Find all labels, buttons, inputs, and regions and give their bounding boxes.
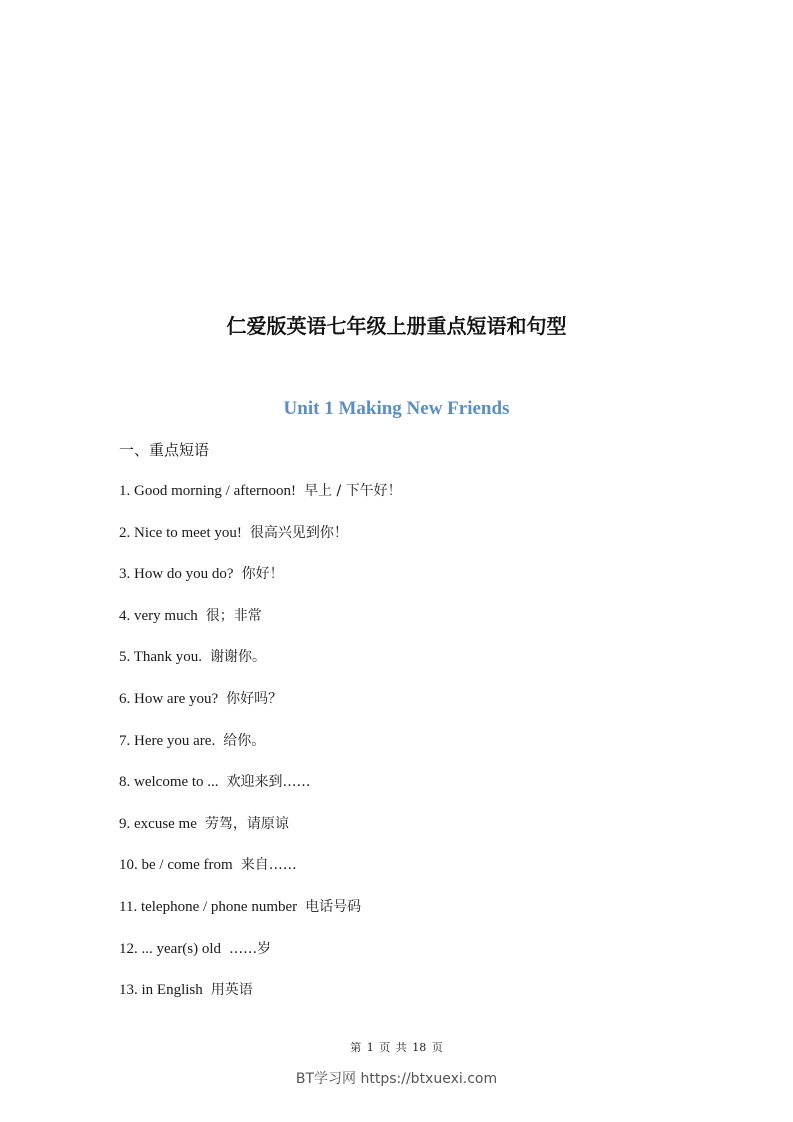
document-title: 仁爱版英语七年级上册重点短语和句型 [226, 314, 567, 338]
list-item [119, 605, 402, 647]
list-item [119, 730, 402, 772]
phrase-chinese: 劳驾，请原谅 [204, 815, 289, 832]
phrase-chinese: 早上 / 下午好！ [304, 483, 402, 499]
phrase-chinese: 来自…… [240, 857, 297, 874]
watermark: BT学习网 https://btxuexi.com [295, 1071, 498, 1087]
phrase-chinese: 你好！ [241, 566, 284, 583]
list-item [119, 938, 402, 980]
phrase-english: 12. ... year(s) old [119, 940, 222, 957]
list-item [119, 646, 402, 688]
list-item [119, 522, 402, 564]
phrase-english: 5. Thank you. [119, 649, 203, 666]
phrase-chinese: 给你。 [223, 732, 266, 749]
phrase-english: 8. welcome to ... [119, 774, 219, 791]
phrase-english: 1. Good morning / afternoon! [119, 483, 297, 499]
list-item [119, 563, 402, 605]
phrase-english: 10. be / come from [119, 857, 233, 874]
phrase-chinese: 很高兴见到你！ [249, 524, 348, 541]
phrase-english: 7. Here you are. [119, 732, 216, 749]
list-item [119, 771, 402, 813]
phrase-chinese: 你好吗？ [226, 690, 283, 707]
phrase-chinese: 用英语 [210, 982, 253, 999]
phrase-english: 9. excuse me [119, 815, 197, 832]
phrase-list [119, 480, 402, 1021]
list-item [119, 480, 402, 522]
phrase-english: 13. in English [119, 982, 203, 999]
list-item [119, 688, 402, 730]
list-item [119, 896, 402, 938]
phrase-chinese: ……岁 [229, 940, 272, 957]
phrase-chinese: 谢谢你。 [210, 649, 267, 666]
section-heading: 一、重点短语 [119, 441, 210, 459]
phrase-english: 3. How do you do? [119, 566, 234, 583]
list-item [119, 979, 402, 1021]
unit-title: Unit 1 Making New Friends [283, 398, 510, 419]
phrase-chinese: 很；非常 [205, 607, 262, 624]
list-item [119, 854, 402, 896]
phrase-english: 2. Nice to meet you! [119, 524, 242, 541]
phrase-english: 11. telephone / phone number [119, 898, 298, 915]
phrase-english: 6. How are you? [119, 690, 219, 707]
phrase-chinese: 电话号码 [305, 898, 362, 915]
phrase-chinese: 欢迎来到…… [226, 774, 311, 791]
phrase-english: 4. very much [119, 607, 198, 624]
list-item [119, 813, 402, 855]
page-number: 第 1 页 共 18 页 [350, 1041, 443, 1054]
